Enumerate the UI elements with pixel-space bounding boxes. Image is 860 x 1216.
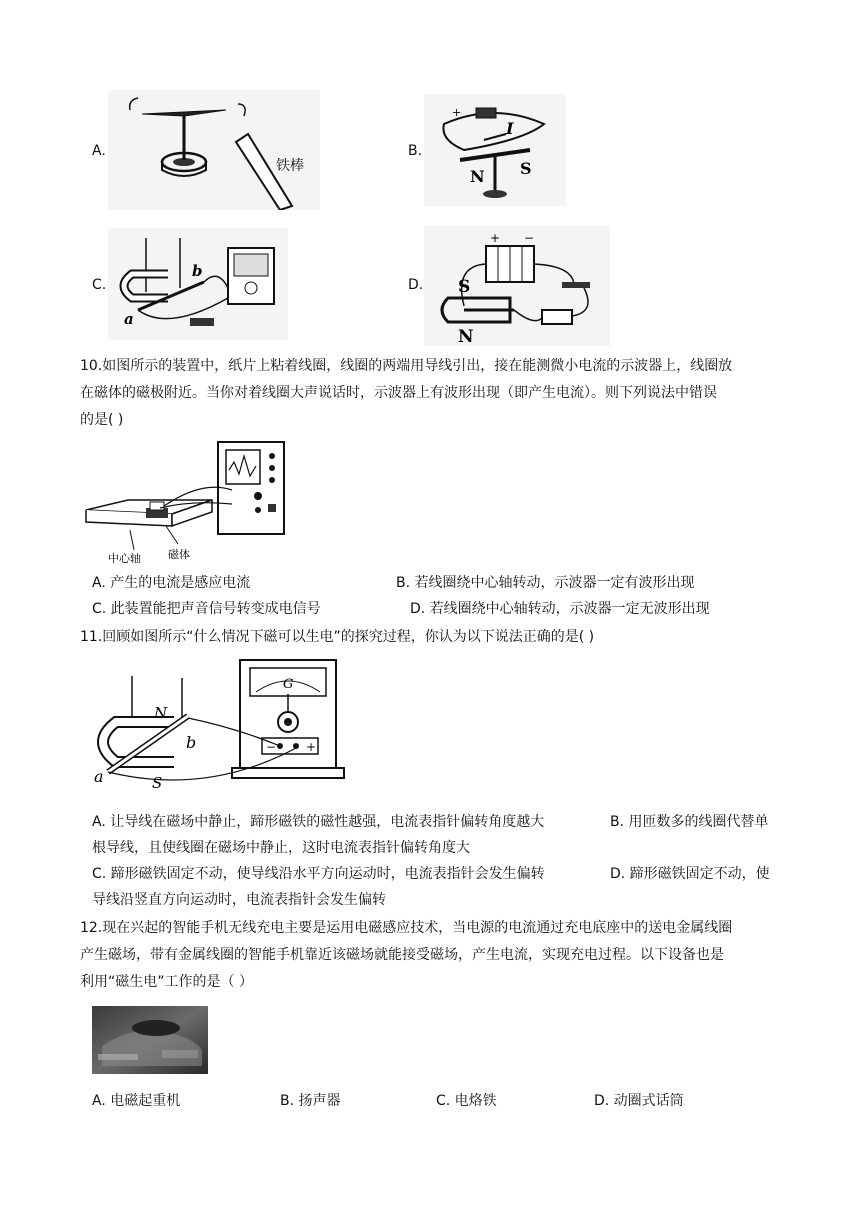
s-pole-label: S: [152, 774, 163, 792]
question-10-option-d: D. 若线圈绕中心轴转动，示波器一定无波形出现: [410, 601, 710, 617]
n-pole-label: N: [470, 167, 485, 186]
figure-q12-photo: [92, 1006, 208, 1074]
figure-q9-b: [424, 94, 566, 206]
galvanometer-label: G: [283, 677, 294, 692]
option-a-label: A.: [92, 143, 106, 159]
n-pole-label: N: [154, 704, 168, 722]
s-pole-label: S: [520, 159, 532, 178]
question-11-option-b-line1: B. 用匝数多的线圈代替单: [610, 814, 769, 830]
question-11-stem: 11.回顾如图所示“什么情况下磁可以生电”的探究过程，你认为以下说法正确的是( ): [80, 629, 595, 645]
question-12-stem-line2: 产生磁场，带有金属线圈的智能手机靠近该磁场就能接受磁场，产生电流，实现充电过程。以下设备也是: [80, 947, 724, 963]
question-10-option-c: C. 此装置能把声音信号转变成电信号: [92, 601, 321, 617]
question-12-option-c: C. 电烙铁: [436, 1093, 497, 1109]
label-b: b: [192, 262, 203, 280]
question-12-stem-line1: 12.现在兴起的智能手机无线充电主要是运用电磁感应技术，当电源的电流通过充电底座中的送电金属线圈: [80, 920, 733, 936]
figure-q10: [82, 440, 298, 568]
question-11-option-b-line2: 根导线，且使线圈在磁场中静止，这时电流表指针偏转角度大: [92, 840, 470, 856]
label-a: a: [94, 767, 104, 786]
plus-label: +: [452, 106, 462, 119]
question-10-stem-line2: 在磁体的磁极附近。当你对着线圈大声说话时，示波器上有波形出现（即产生电流）。则下列说法中错误: [80, 385, 717, 401]
question-11-option-a: A. 让导线在磁场中静止，蹄形磁铁的磁性越强，电流表指针偏转角度越大: [92, 814, 545, 830]
question-10-option-a: A. 产生的电流是感应电流: [92, 575, 251, 591]
question-11-option-d-line1: D. 蹄形磁铁固定不动，使: [610, 866, 770, 882]
question-12-option-a: A. 电磁起重机: [92, 1093, 181, 1109]
terminal-plus: +: [306, 740, 317, 754]
option-d-label: D.: [408, 277, 424, 293]
label-a: a: [124, 310, 134, 328]
question-11-option-d-line2: 导线沿竖直方向运动时，电流表指针会发生偏转: [92, 892, 386, 908]
label-b: b: [186, 733, 197, 752]
center-axis-label: 中心轴: [108, 552, 141, 565]
question-10-stem-line1: 10.如图所示的装置中，纸片上粘着线圈，线圈的两端用导线引出，接在能测微小电流的示波器上，线圈放: [80, 358, 733, 374]
option-c-label: C.: [92, 277, 107, 293]
question-10-stem-line3: 的是( ): [80, 412, 124, 428]
iron-rod-label: 铁棒: [276, 158, 304, 174]
question-12-option-d: D. 动圈式话筒: [594, 1093, 684, 1109]
terminal-minus: −: [266, 740, 277, 754]
figure-q11: [86, 656, 354, 798]
battery-minus: −: [524, 231, 535, 245]
figure-q9-d: [424, 226, 610, 346]
question-12-option-b: B. 扬声器: [280, 1093, 341, 1109]
figure-q9-a: [108, 90, 320, 210]
battery-plus: +: [490, 231, 501, 245]
question-10-option-b: B. 若线圈绕中心轴转动，示波器一定有波形出现: [396, 575, 695, 591]
question-11-option-c: C. 蹄形磁铁固定不动，使导线沿水平方向运动时，电流表指针会发生偏转: [92, 866, 545, 882]
s-pole-label: S: [458, 277, 471, 297]
n-pole-label: N: [458, 327, 474, 346]
option-b-label: B.: [408, 143, 423, 159]
question-12-stem-line3: 利用“磁生电”工作的是（ ）: [80, 974, 253, 990]
figure-q9-c: [108, 228, 288, 340]
current-label: I: [506, 119, 514, 138]
magnet-label: 磁体: [168, 548, 190, 561]
